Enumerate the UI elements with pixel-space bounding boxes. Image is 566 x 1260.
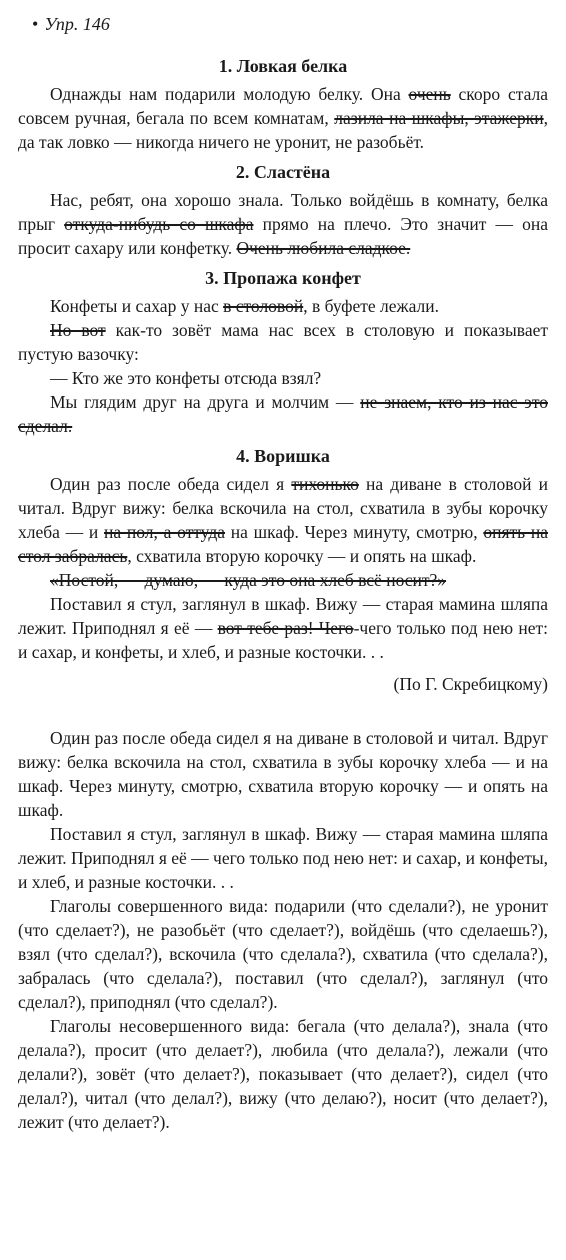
answer-paragraph: Один раз после обеда сидел я на диване в столовой и читал. Вдруг вижу: белка вскочила на стол, схватила в зубы корочку хлеба — и на шкаф. Через минуту, смотрю, схватила вторую корочку — и опять на шкаф.: [18, 728, 548, 820]
answer-block: [18, 726, 548, 1134]
exercise-number: Упр. 146: [44, 14, 110, 34]
struck-text: на пол, а оттуда: [104, 522, 226, 542]
bullet: •: [32, 14, 39, 34]
struck-text: не знаем, кто из нас это сделал.: [18, 392, 548, 436]
story-paragraph: [18, 592, 548, 664]
exercise-body: [18, 48, 548, 1134]
section-title: 2. Сластёна: [235, 162, 331, 182]
text-run: Конфеты и сахар у нас: [50, 296, 224, 316]
text-run: Мы глядим друг на друга и молчим —: [50, 392, 361, 412]
section-title: 4. Воришка: [236, 446, 330, 466]
answer-paragraph: Поставил я стул, заглянул в шкаф. Вижу — старая мамина шляпа лежит. Приподнял я её — чего только под нею нет: и сахар, и конфеты, и хлеб, и разные косточки. . .: [18, 824, 548, 892]
text-run: Нас, ребят, она хорошо знала. Только войдёшь в комнату, белка прыг: [18, 190, 548, 234]
story-paragraph: [18, 294, 548, 318]
text-run: прямо на плечо. Это значит — она просит сахару или конфетку.: [18, 214, 548, 258]
story-paragraph: [18, 472, 548, 568]
attribution: (По Г. Скребицкому): [393, 674, 548, 694]
story-paragraph: [18, 366, 548, 390]
story-paragraph: [18, 82, 548, 154]
text-run: , схватила вторую корочку — и опять на шкаф.: [127, 546, 477, 566]
answer-paragraph: Глаголы несовершенного вида: бегала (что делала?), знала (что делала?), просит (что делает?), любила (что делала?), лежали (что делали?), зовёт (что делает?), показывает (что делает?), сидел (что делал?), читал (что делал?), вижу (что делаю?), носит (что делает?), лежит (что делает?).: [18, 1016, 548, 1132]
text-run: как-то зовёт мама нас всех в столовую и показывает пустую вазочку:: [18, 320, 548, 364]
story-sections: [18, 54, 548, 664]
struck-text: тихонько: [291, 474, 359, 494]
text-run: на диване в столовой и читал. Вдруг вижу: белка вскочила на стол, схватила в зубы корочку хлеба — и: [18, 474, 548, 542]
text-run: , да так ловко — никогда ничего не уронит, не разобьёт.: [18, 108, 548, 152]
story-paragraph: [18, 390, 548, 438]
section-title: 3. Пропажа конфет: [205, 268, 361, 288]
struck-text: опять на стол забралась: [18, 522, 548, 566]
exercise-header: [32, 14, 110, 35]
struck-text: очень: [408, 84, 451, 104]
text-run: Поставил я стул, заглянул в шкаф. Вижу — старая мамина шляпа лежит. Приподнял я её —: [18, 594, 548, 638]
story-paragraph: [18, 188, 548, 260]
struck-text: Но вот: [50, 320, 106, 340]
story-paragraph: [18, 318, 548, 366]
text-run: Однажды нам подарили молодую белку. Она: [50, 84, 409, 104]
text-run: -чего только под нею нет: и сахар, и конфеты, и хлеб, и разные косточки. . .: [18, 618, 548, 662]
struck-text: лазила на шкафы, этажерки: [334, 108, 544, 128]
text-run: — Кто же это конфеты отсюда взял?: [50, 368, 322, 388]
text-run: , в буфете лежали.: [303, 296, 440, 316]
text-run: на шкаф. Через минуту, смотрю,: [225, 522, 484, 542]
story-paragraph: [18, 568, 548, 592]
text-run: Один раз после обеда сидел я: [50, 474, 292, 494]
struck-text: откуда-нибудь со шкафа: [64, 214, 254, 234]
text-run: скоро стала совсем ручная, бегала по всем комнатам,: [18, 84, 548, 128]
section-title: 1. Ловкая белка: [218, 56, 348, 76]
struck-text: в столовой: [223, 296, 304, 316]
struck-text: вот тебе раз! Чего: [217, 618, 354, 638]
struck-text: Очень любила сладкое.: [236, 238, 411, 258]
struck-text: «Постой, — думаю, — куда это она хлеб всё носит?»: [50, 570, 447, 590]
answer-paragraph: Глаголы совершенного вида: подарили (что сделали?), не уронит (что сделает?), не разобьёт (что сделает?), войдёшь (что сделаешь?), взял (что сделал?), вскочила (что сделала?), схватила (что сделала?), забралась (что сделала?), поставил (что сделал?), заглянул (что сделал?), приподнял (что сделал?).: [18, 896, 548, 1012]
